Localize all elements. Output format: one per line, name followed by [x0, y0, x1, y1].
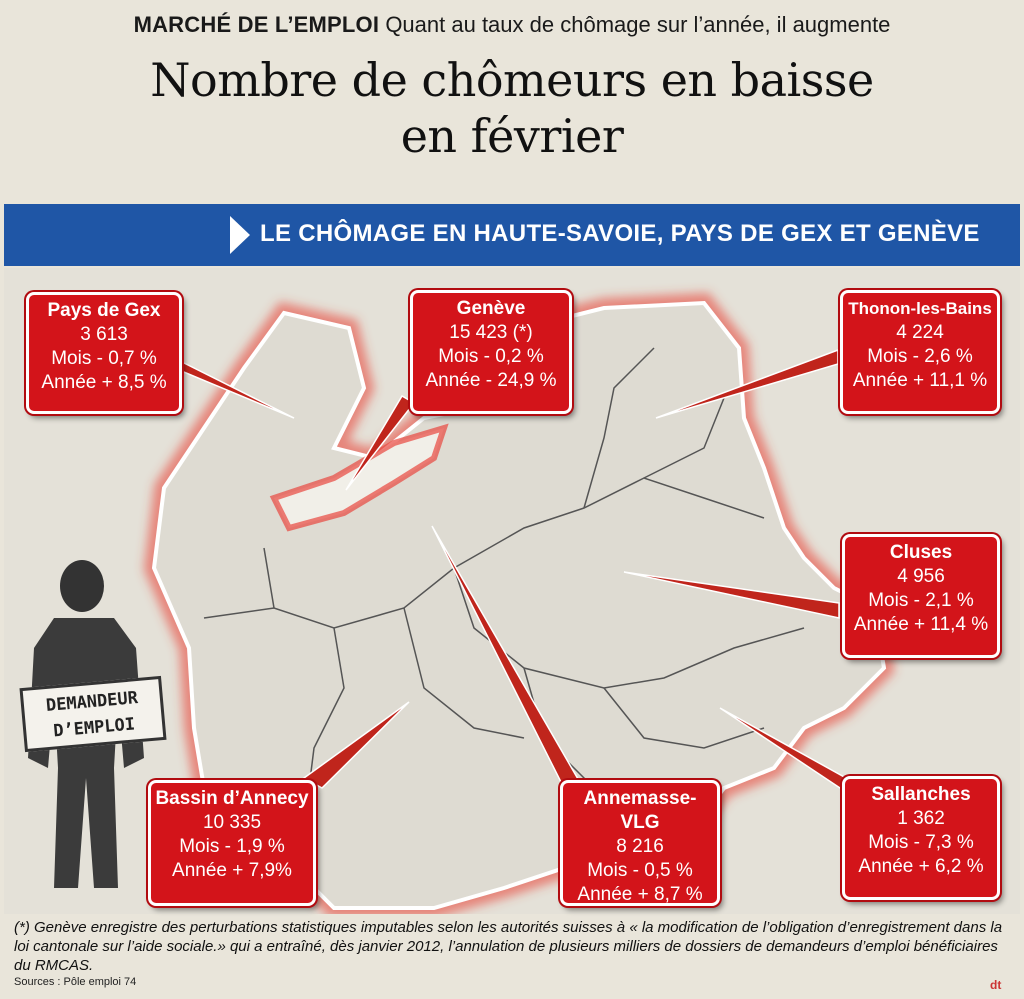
card-year: Année + 11,4 % — [853, 614, 989, 635]
headline-line-2: en février — [400, 109, 624, 163]
card-year: Année + 7,9% — [172, 860, 292, 881]
card-title: Cluses — [889, 542, 953, 563]
headline-line-1: Nombre de chômeurs en baisse — [150, 53, 874, 107]
card-title: Genève — [456, 298, 526, 319]
card-count: 3 613 — [80, 324, 128, 345]
card-title: Pays de Gex — [47, 300, 161, 321]
card-month: Mois - 0,2 % — [438, 346, 544, 367]
card-count: 1 362 — [897, 808, 945, 829]
card-sallanches — [842, 776, 1000, 900]
card-pays-de-gex — [26, 292, 182, 414]
credit-mark: dt — [990, 978, 1002, 992]
card-month: Mois - 1,9 % — [179, 836, 285, 857]
kicker-tag: MARCHÉ DE L’EMPLOI — [133, 12, 380, 37]
headline — [0, 52, 1024, 164]
map-area — [4, 268, 1020, 914]
card-month: Mois - 2,1 % — [868, 590, 974, 611]
banner-title: LE CHÔMAGE EN HAUTE-SAVOIE, PAYS DE GEX ET GENÈVE — [260, 220, 980, 247]
footnote: (*) Genève enregistre des perturbations statistiques imputables selon les autorités suisses à « la modification de l’obligation d’enregistrement dans la loi cantonale sur l’aide sociale.» qui a entraîné, dès janvier 2012, l’annulation de plusieurs milliers de dossiers de demandeurs d’emploi bénéficiaires du RMCAS. — [14, 919, 1003, 974]
card-title: Sallanches — [871, 784, 971, 805]
card-title: Thonon-les-Bains — [848, 299, 992, 318]
card-month: Mois - 0,7 % — [51, 348, 157, 369]
card-count: 15 423 (*) — [449, 322, 533, 343]
job-seeker-stamp — [19, 676, 166, 752]
banner-arrow-icon — [230, 216, 250, 254]
kicker — [0, 12, 1024, 38]
card-month: Mois - 7,3 % — [868, 832, 974, 853]
stamp-line-2: D’EMPLOI — [52, 714, 136, 742]
card-count: 10 335 — [202, 812, 262, 833]
card-year: Année - 24,9 % — [425, 370, 557, 391]
card-month: Mois - 2,6 % — [867, 346, 973, 367]
card-annemasse-vlg — [560, 780, 720, 906]
sources: Sources : Pôle emploi 74 — [14, 976, 137, 988]
card-cluses — [842, 534, 1000, 658]
card-count: 4 224 — [896, 322, 944, 343]
kicker-text: Quant au taux de chômage sur l’année, il augmente — [385, 12, 891, 37]
card-count: 8 216 — [616, 836, 664, 857]
card-title: Annemasse- VLG — [583, 788, 697, 833]
stamp-line-1: DEMANDEUR — [45, 688, 139, 717]
card-count: 4 956 — [897, 566, 945, 587]
section-banner — [4, 204, 1020, 266]
card-month: Mois - 0,5 % — [587, 860, 693, 881]
card-thonon-les-bains — [840, 290, 1000, 414]
card-year: Année + 8,5 % — [41, 372, 167, 393]
card-title: Bassin d’Annecy — [155, 788, 309, 809]
card-geneve — [410, 290, 572, 414]
card-year: Année + 11,1 % — [852, 370, 988, 391]
card-year: Année + 6,2 % — [858, 856, 984, 877]
card-bassin-annecy — [148, 780, 316, 906]
card-year: Année + 8,7 % — [577, 884, 703, 905]
